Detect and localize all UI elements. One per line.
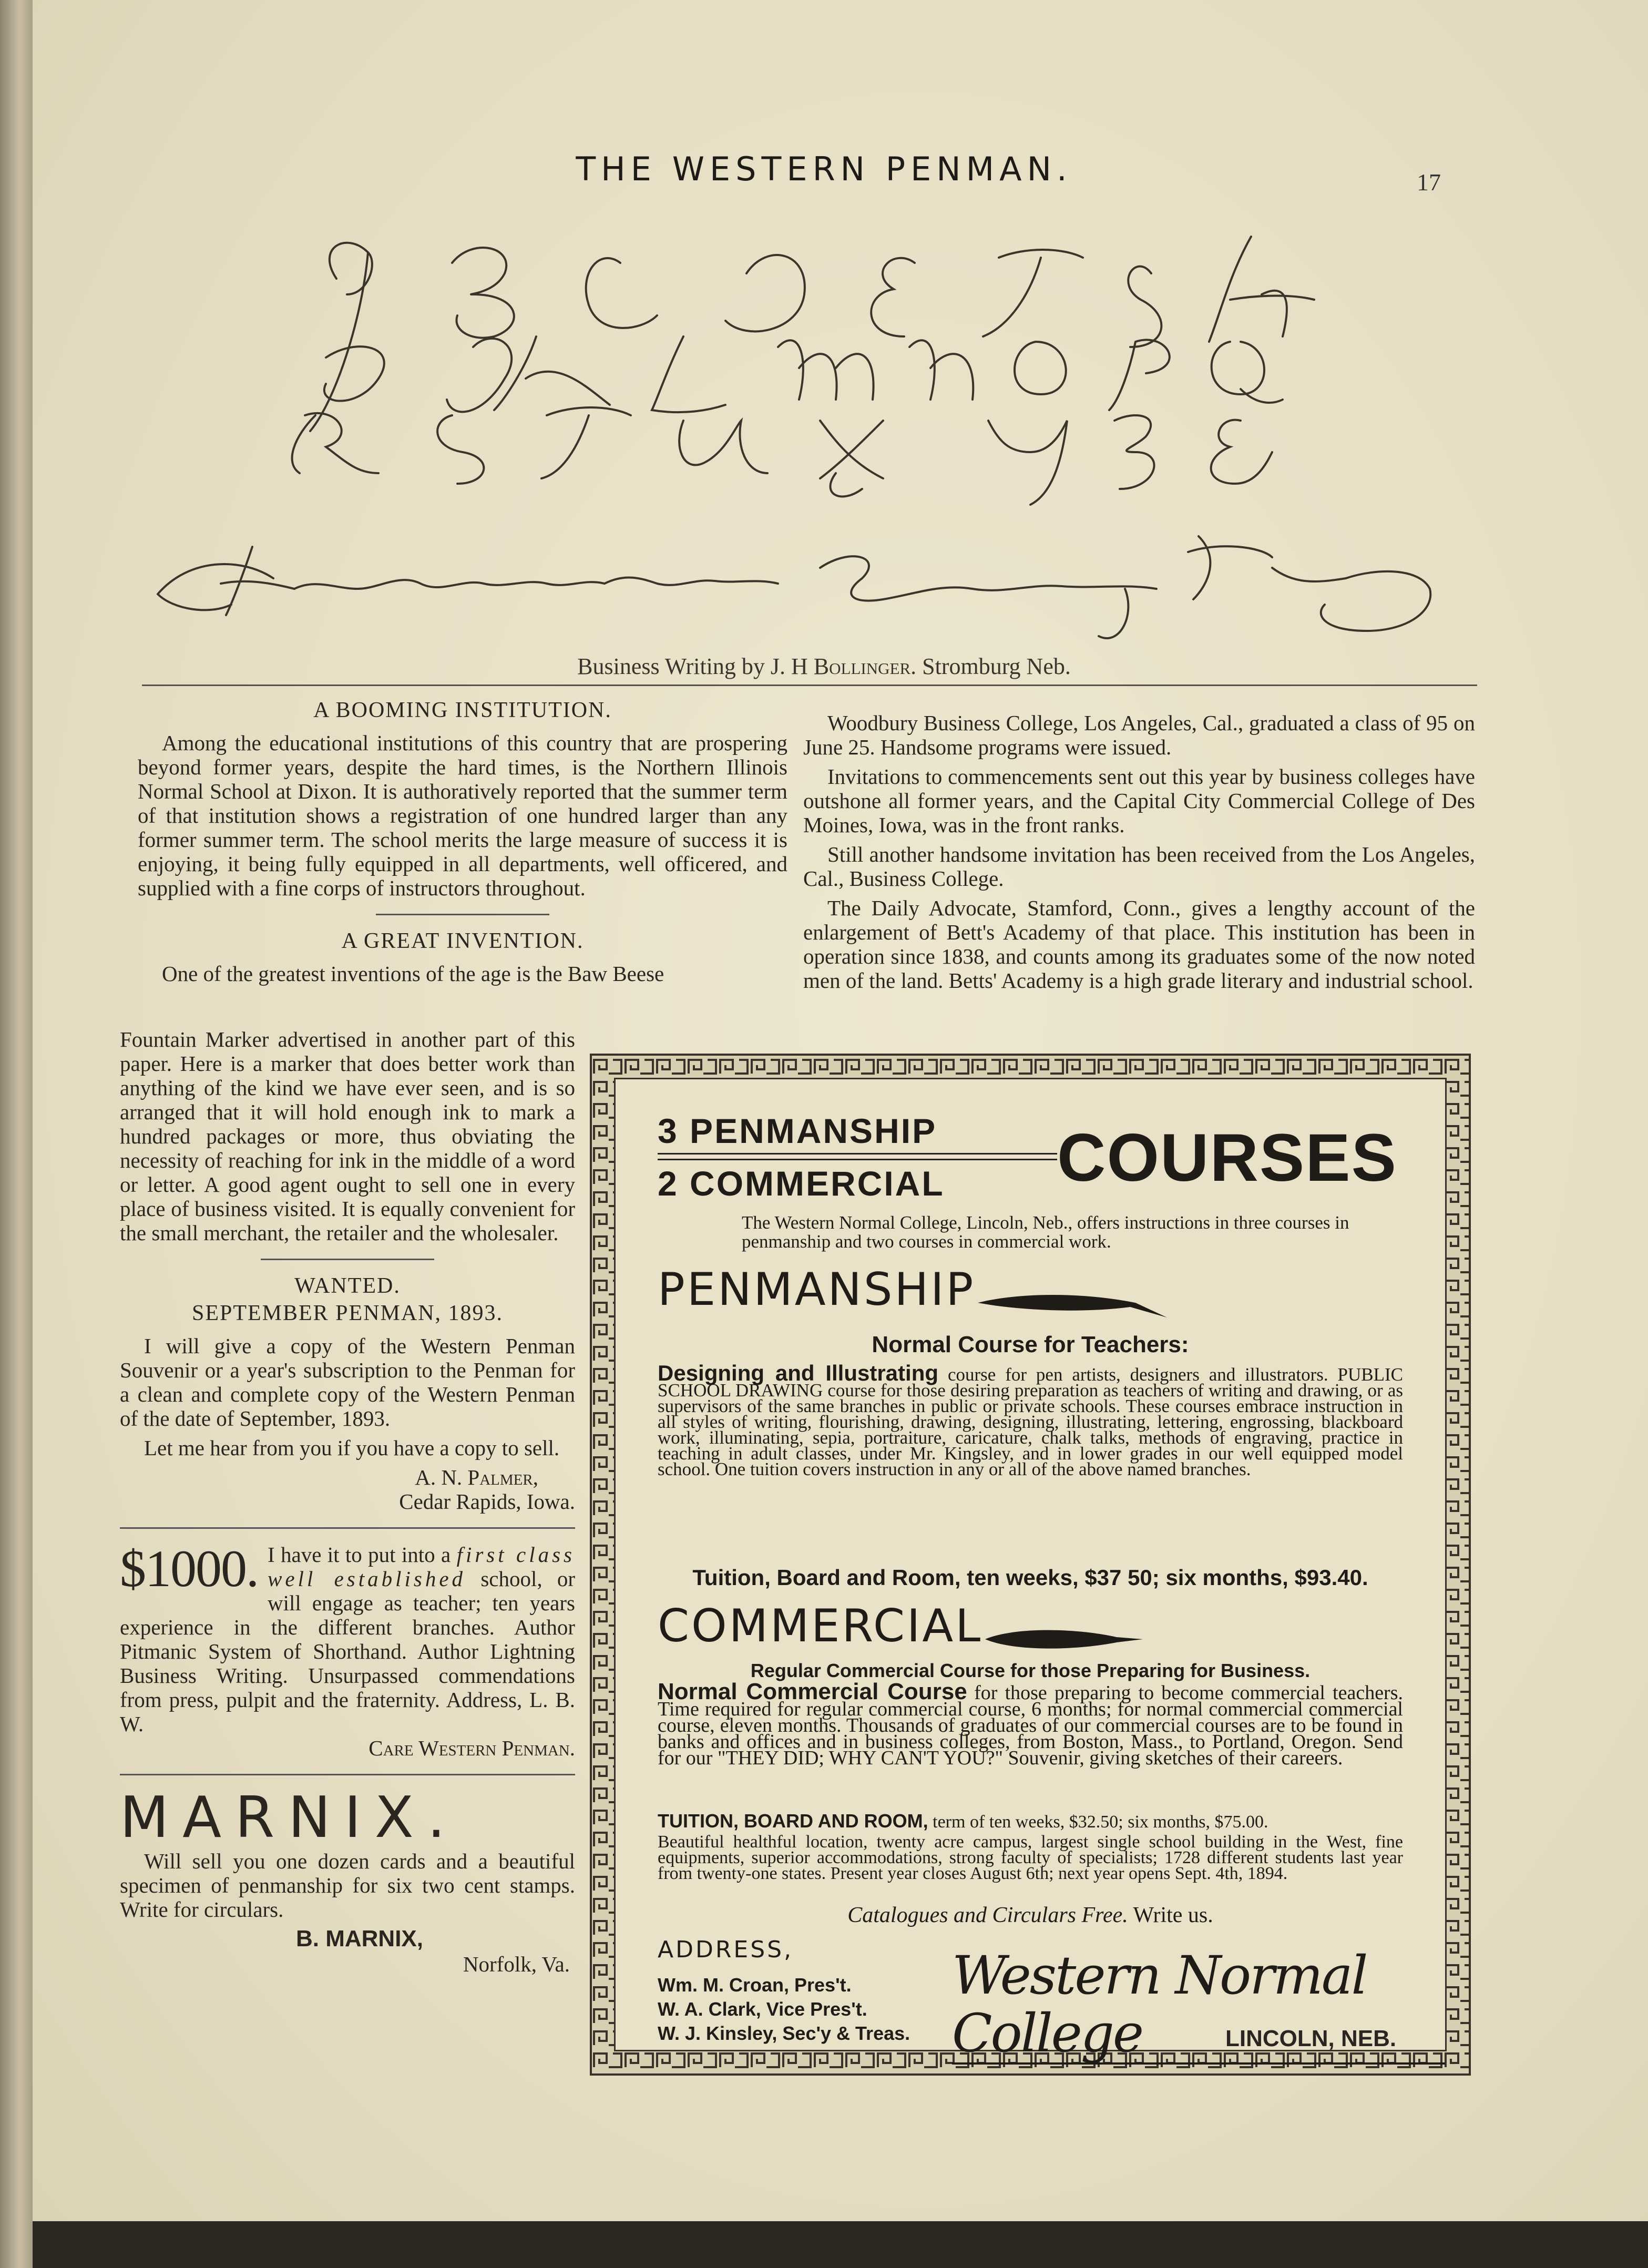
wanted-text: I will give a copy of the Western Penman Souvenir or a year's subscription to the Penman for a clean and complete copy of the Western Penman of the date of September, 1893. bbox=[120, 1334, 575, 1431]
ad-officer3: W. J. Kinsley, Sec'y & Treas. bbox=[658, 2022, 910, 2044]
invention-title: A GREAT INVENTION. bbox=[341, 929, 584, 953]
left-column-narrow bbox=[120, 1027, 575, 1981]
ad-normal-commercial-text: for those preparing to become commercial teachers. Time required for regular commercial course, 6 months; for normal commercial commercial course, eleven months. Thousands of graduates of our commercial courses are to be found in banks and offices and in business colleges, from Boston, Mass., to Portland, Oregon. Send for our "THEY DID; WHY CAN'T YOU?" Souvenir, giving sketches of their careers. bbox=[658, 1682, 1403, 1769]
separator bbox=[261, 1259, 434, 1260]
caption-suffix: . Stromburg Neb. bbox=[910, 653, 1071, 679]
thousand-text-b: school, or will engage as teacher; ten years experience in the different branches. Author Pitmanic System of Shorthand. Author Lightning Business Writing. Unsurpassed commendations from press, pulpit and the fraternity. Address, L. B. W. bbox=[120, 1567, 576, 1736]
western-normal-college-ad bbox=[590, 1054, 1471, 2076]
ad-address-label: ADDRESS, bbox=[658, 1936, 794, 1963]
invention-lead: One of the greatest inventions of the age is the Baw Beese bbox=[162, 962, 664, 986]
ad-logo: Western Normal College bbox=[952, 1947, 1445, 2065]
script-specimen-artwork bbox=[0, 0, 1648, 652]
page-header: THE WESTERN PENMAN. bbox=[576, 150, 1072, 188]
thousand-care: Care Western Penman. bbox=[369, 1736, 575, 1760]
ad-city: LINCOLN, NEB. bbox=[1225, 2026, 1397, 2051]
separator bbox=[120, 1774, 575, 1775]
divider bbox=[142, 685, 1477, 686]
right-p2: Invitations to commencements sent out this year by business colleges have outshone all former years, and the Capital City Commercial College of Des Moines, Iowa, was in the front ranks. bbox=[803, 764, 1475, 837]
right-p3: Still another handsome invitation has been received from the Los Angeles, Cal., Business College. bbox=[803, 842, 1475, 891]
ad-normal-commercial bbox=[658, 1679, 1403, 1769]
caption-name: Bollinger bbox=[813, 653, 911, 679]
ad-inner bbox=[614, 1078, 1447, 2064]
ad-beautiful: Beautiful healthful location, twenty acre campus, largest single school building in the West, fine equipments, superior accommodations, strong faculty of specialists; 1728 different students last year from twenty-one states. Present year closes August 6th; next year opens Sept. 4th, 1894. bbox=[658, 1832, 1403, 1883]
separator bbox=[376, 914, 549, 915]
headline-rule bbox=[658, 1153, 1057, 1160]
penmanship-heading-row bbox=[658, 1263, 1403, 1319]
right-p1: Woodbury Business College, Los Angeles, Cal., graduated a class of 95 on June 25. Handsome programs were issued. bbox=[803, 711, 1475, 759]
ad-tuition1: Tuition, Board and Room, ten weeks, $37 50; six months, $93.40. bbox=[692, 1565, 1368, 1590]
ad-line2: 2 COMMERCIAL bbox=[658, 1164, 945, 1203]
wanted-sign-name: A. N. Palmer, bbox=[415, 1465, 538, 1489]
marnix-text: Will sell you one dozen cards and a beautiful specimen of penmanship for six two cent stamps. Write for circulars. bbox=[120, 1849, 575, 1922]
marnix-sign: B. MARNIX, bbox=[296, 1926, 423, 1952]
ad-normal-course: Normal Course for Teachers: bbox=[872, 1332, 1189, 1357]
wanted-text2: Let me hear from you if you have a copy to sell. bbox=[144, 1436, 560, 1460]
pen-flourish-icon bbox=[978, 1287, 1167, 1319]
thousand-amount: $1000. bbox=[120, 1539, 258, 1598]
booming-title: A BOOMING INSTITUTION. bbox=[313, 698, 612, 722]
caption-prefix: Business Writing by J. H bbox=[577, 653, 808, 679]
wanted-sign-place: Cedar Rapids, Iowa. bbox=[399, 1489, 575, 1514]
ad-officer1: Wm. M. Croan, Pres't. bbox=[658, 1974, 852, 1996]
ad-penmanship-heading: PENMANSHIP bbox=[658, 1263, 976, 1316]
ad-catalogues: Catalogues and Circulars Free. bbox=[847, 1903, 1128, 1927]
ad-regular-course: Regular Commercial Course for those Preparing for Business. bbox=[750, 1660, 1311, 1681]
ad-write: Write us. bbox=[1133, 1903, 1213, 1927]
wanted-title: WANTED. bbox=[294, 1274, 401, 1298]
thousand-text-a: I have it to put into a bbox=[268, 1542, 451, 1567]
ad-line1: 3 PENMANSHIP bbox=[658, 1111, 937, 1150]
right-column bbox=[803, 711, 1475, 998]
ad-designing-text: course for pen artists, designers and illustrators. PUBLIC SCHOOL DRAWING course for those desiring preparation as teachers of writing and drawing, or as supervisors of the same branches in public or private schools. These courses embrace instruction in all styles of writing, flourishing, drawing, designing, illustrating, lettering, engrossing, blackboard work, illuminating, sepia, portraiture, caricature, chalk talks, methods of engraving, practice in teaching in adult classes, under Mr. Kingsley, and in lower grades in our well equipped model school. One tuition covers instruction in any or all of the above named branches. bbox=[658, 1364, 1403, 1479]
marnix-place: Norfolk, Va. bbox=[463, 1952, 570, 1976]
page-number: 17 bbox=[1417, 169, 1441, 196]
thousand-text-italic: first class well established bbox=[268, 1542, 575, 1591]
separator bbox=[120, 1527, 575, 1529]
ad-designing-lead: Designing and Illustrating bbox=[658, 1361, 939, 1385]
commercial-heading-row bbox=[658, 1600, 1403, 1655]
ad-designing bbox=[658, 1361, 1403, 1479]
left-column-top bbox=[138, 698, 787, 991]
ad-normal-commercial-lead: Normal Commercial Course bbox=[658, 1679, 967, 1704]
ad-officer2: W. A. Clark, Vice Pres't. bbox=[658, 1998, 867, 2020]
ad-headline bbox=[658, 1111, 1403, 1203]
ad-intro: The Western Normal College, Lincoln, Neb., offers instructions in three courses in penmanship and two courses in commercial work. bbox=[742, 1212, 1349, 1252]
ad-commercial-heading: COMMERCIAL bbox=[658, 1600, 983, 1652]
ad-catalogues-row bbox=[658, 1903, 1403, 1928]
wanted-subtitle: SEPTEMBER PENMAN, 1893. bbox=[191, 1301, 504, 1325]
right-p4: The Daily Advocate, Stamford, Conn., gives a lengthy account of the enlargement of Bett's Academy of that place. This institution has been in operation since 1838, and counts among its graduates some of the now noted men of the land. Betts' Academy is a high grade literary and industrial school. bbox=[803, 896, 1475, 993]
ad-courses: COURSES bbox=[1057, 1120, 1397, 1196]
ad-tuition2-lead: TUITION, BOARD AND ROOM, bbox=[658, 1810, 928, 1832]
pen-flourish-icon bbox=[985, 1623, 1143, 1655]
invention-rest: Fountain Marker advertised in another part of this paper. Here is a marker that does better work than anything of the kind we have ever seen, and is so arranged that it will hold enough ink to mark a hundred packages or more, thus obviating the necessity of reaching for ink in the middle of a word or letter. A good agent ought to sell one in every place of business visited. It is equally convenient for the small merchant, the retailer and the wholesaler. bbox=[120, 1027, 575, 1245]
thousand-ad bbox=[120, 1539, 576, 1736]
booming-text: Among the educational institutions of this country that are prospering beyond former years, despite the hard times, is the Northern Illinois Normal School at Dixon. It is authoratively reported that the summer term of that institution shows a registration of one hundred larger than any former summer term. The school merits the large measure of success it is enjoying, it being fully equipped in all departments, well officered, and supplied with a fine corps of instructors throughout. bbox=[138, 731, 787, 900]
specimen-caption bbox=[0, 653, 1648, 680]
ad-tuition2-text: term of ten weeks, $32.50; six months, $75.00. bbox=[933, 1812, 1268, 1832]
ad-tuition2 bbox=[658, 1810, 1403, 1832]
marnix-title: MARNIX. bbox=[120, 1785, 459, 1851]
